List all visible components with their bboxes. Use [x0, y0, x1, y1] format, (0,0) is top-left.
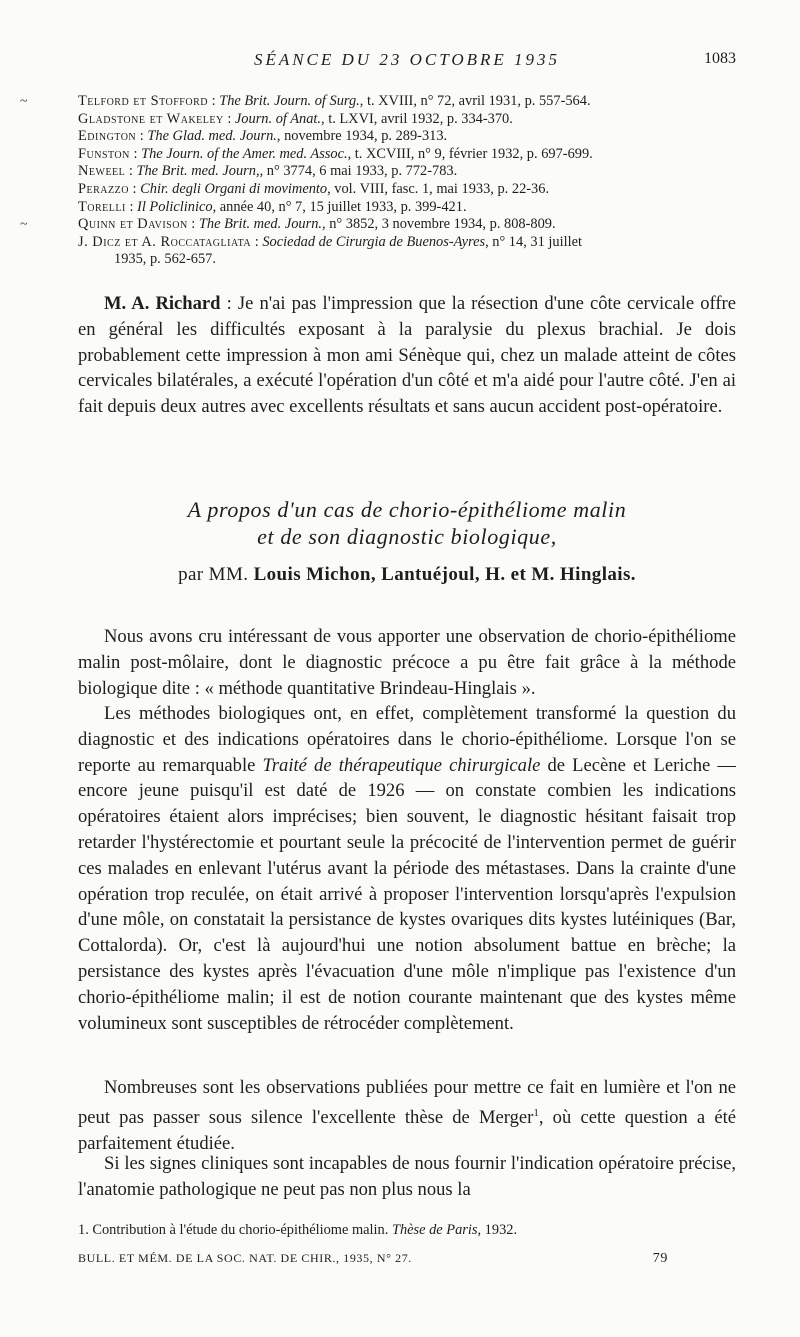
reference-journal: Sociedad de Cirurgia de Buenos-Ayres: [262, 233, 486, 250]
reference-sep: :: [207, 93, 220, 109]
margin-mark: ~: [20, 217, 28, 233]
reference-details: , n° 3774, 6 mai 1933, p. 772-783.: [259, 163, 458, 180]
reference-authors: Edington: [78, 128, 137, 145]
reference-continuation: 1935, p. 562-657.: [114, 251, 216, 268]
reference-details: , t. LXVI, avril 1932, p. 334-370.: [321, 110, 513, 127]
body-paragraph-4: [78, 1151, 736, 1203]
richard-remark: [78, 291, 736, 420]
reference-journal: The Brit. med. Journ,: [136, 163, 260, 180]
reference-entry: [78, 163, 738, 181]
reference-sep: :: [125, 198, 138, 215]
reference-sep: :: [251, 233, 263, 250]
reference-details: , novembre 1934, p. 289-313.: [276, 128, 448, 145]
paragraph-text: Nous avons cru intéressant de vous apporter une observation de chorio-épithéliome malin post-môlaire, dont le diagnostic précoce a pu être fait grâce à la méthode biologique dite : « méthode quantitative Brindeau-Hinglais ».: [78, 626, 736, 699]
reference-entry: [78, 146, 738, 164]
journal-citation: BULL. ET MÉM. DE LA SOC. NAT. DE CHIR., 1935, N° 27.: [78, 1251, 412, 1265]
footnote-source: Thèse de Paris: [391, 1222, 478, 1238]
footnote-marker: 1: [533, 1106, 539, 1119]
paragraph-text: Nombreuses sont les observations publiées pour mettre ce fait en lumière et l'on ne peut pas passer sous silence l'excellente thèse de Merger: [78, 1077, 736, 1128]
reference-sep: :: [187, 216, 199, 233]
reference-authors: J. Dicz et A. Roccatagliata: [78, 233, 252, 250]
reference-journal: The Glad. med. Journ.: [147, 128, 277, 145]
footnote-text: 1. Contribution à l'étude du chorio-épithéliome malin.: [78, 1222, 392, 1238]
paragraph-text: , où cette question a été parfaitement étudiée.: [78, 1106, 736, 1154]
reference-journal: Chir. degli Organi di movimento: [140, 180, 328, 197]
body-paragraph-2: [78, 701, 736, 1036]
reference-entry: [78, 128, 738, 146]
reference-sep: :: [125, 163, 137, 180]
body-paragraph-1: [78, 624, 736, 701]
reference-authors: Gladstone et Wakeley: [78, 110, 224, 127]
reference-details: , vol. VIII, fasc. 1, mai 1933, p. 22-36.: [327, 180, 550, 197]
cited-work-title: Traité de thérapeutique chirurgicale: [262, 754, 541, 776]
reference-entry: [78, 199, 738, 217]
reference-details: , n° 14, 31 juillet: [485, 233, 582, 250]
reference-journal: The Brit. Journ. of Surg.: [219, 93, 360, 109]
reference-entry: [78, 234, 738, 252]
reference-sep: :: [223, 110, 235, 127]
page-header: [78, 50, 736, 74]
reference-sep: :: [128, 180, 141, 197]
paragraph-text: Si les signes cliniques sont incapables de nous fournir l'indication opératoire précise, l'anatomie pathologique ne peut pas non plus nous la: [78, 1153, 736, 1200]
reference-details: , n° 3852, 3 novembre 1934, p. 808-809.: [322, 216, 556, 233]
authors-names: Louis Michon, Lantuéjoul, H. et M. Hinglais.: [253, 564, 636, 585]
reference-list: [20, 93, 738, 269]
running-title: SÉANCE DU 23 OCTOBRE 1935: [253, 50, 561, 69]
reference-authors: Funston: [78, 145, 130, 162]
reference-sep: :: [136, 128, 148, 145]
reference-sep: :: [129, 145, 142, 162]
reference-authors: Torelli: [78, 198, 126, 215]
reference-journal: The Journ. of the Amer. med. Assoc.: [141, 145, 348, 162]
body-paragraph-3: [78, 1075, 736, 1157]
speaker-name: M. A. Richard: [104, 293, 221, 314]
reference-journal: Journ. of Anat.: [234, 110, 321, 127]
richard-text: : Je n'ai pas l'impression que la résection d'une côte cervicale offre en général les difficultés exposant à la paralysie du plexus brachial. Je dois probablement cette impression à mon ami Sénèque qui, chez un malade atteint de côtes cervicales bilatérales, a exécuté l'opération d'un côté et m'a aidé pour l'autre côté. J'en ai fait depuis deux autres avec excellents résultats et sans aucun accident post-opératoire.: [78, 293, 737, 418]
margin-mark: ~: [20, 94, 28, 109]
reference-details: , année 40, n° 7, 15 juillet 1933, p. 399-421.: [212, 198, 467, 215]
footnote: [78, 1222, 738, 1239]
reference-authors: Telford et Stofford: [78, 93, 208, 109]
page-number: 1083: [704, 50, 736, 67]
reference-details: , t. XVIII, n° 72, avril 1931, p. 557-564.: [359, 93, 591, 109]
article-authors: [78, 564, 736, 586]
reference-entry: [20, 216, 738, 234]
paragraph-text: de Lecène et Leriche — encore jeune puisqu'il est daté de 1926 — on constate combien les indications opératoires étaient alors imprécises; bien souvent, le diagnostic hésitant faisait trop retarder l'hystérectomie et pourtant seule la précocité de l'intervention permet de guérir ces malades en enlevant l'utérus avant la période des métastases. Dans la crainte d'une opération trop reculée, on était arrivé à proposer l'intervention lorsqu'après l'expulsion d'une môle, on constatait la persistance de kystes ovariques dits kystes lutéiniques (Bar, Cottalorda). Or, c'est là aujourd'hui une notion absolument battue en brèche; la persistance des kystes après l'évacuation d'une môle n'implique pas l'existence d'un chorio-épithéliome malin; il est de notion courante maintenant que des kystes même volumineux sont susceptibles de rétrocéder complètement.: [78, 754, 736, 1034]
reference-authors: Perazzo: [78, 180, 129, 197]
title-line-2: et de son diagnostic biologique,: [257, 524, 557, 549]
reference-entry: [20, 93, 738, 111]
title-line-1: A propos d'un cas de chorio-épithéliome malin: [187, 497, 627, 522]
page-footer: [78, 1251, 738, 1266]
sheet-number: 79: [652, 1251, 668, 1266]
reference-authors: Quinn et Davison: [78, 216, 188, 233]
reference-journal: Il Policlinico: [137, 198, 213, 215]
reference-entry: [78, 111, 738, 129]
footnote-text: , 1932.: [477, 1222, 518, 1238]
reference-journal: The Brit. med. Journ.: [198, 216, 322, 233]
article-title: [78, 496, 736, 550]
reference-entry: [78, 181, 738, 199]
reference-details: , t. XCVIII, n° 9, février 1932, p. 697-699.: [347, 145, 593, 162]
reference-authors: Neweel: [78, 163, 126, 180]
authors-prefix: par MM.: [178, 564, 249, 585]
paragraph-text: Les méthodes biologiques ont, en effet, complètement transformé la question du diagnostic et des indications opératoires dans le chorio-épithéliome. Lorsque l'on se reporte au remarquable: [78, 703, 736, 776]
